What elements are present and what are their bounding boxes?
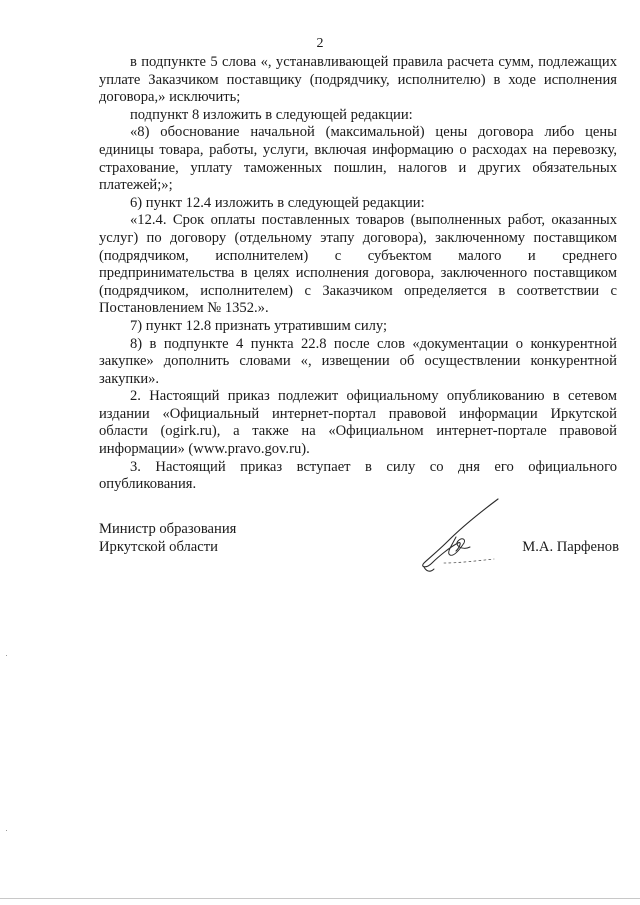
signature-stroke-tick — [424, 567, 434, 571]
handwritten-signature — [410, 497, 520, 577]
paragraph-subpoint-5: в подпункте 5 слова «, устанавливающей правила расчета сумм, подлежащих уплате Заказчиком поставщику (подрядчику, исполнителю) в ходе исполнения договора,» исключить; — [99, 54, 617, 106]
signer-name: М.А. Парфенов — [522, 538, 619, 555]
paragraph-item-8: 8) в подпункте 4 пункта 22.8 после слов «документации о конкурентной закупке» дополнить словами «, извещении об осуществлении конкурентной закупки». — [99, 335, 617, 387]
signer-title-line-1: Министр образования — [99, 521, 237, 537]
margin-mark-1 — [6, 655, 7, 656]
page-number: 2 — [316, 36, 324, 51]
paragraph-item-6: 6) пункт 12.4 изложить в следующей редакции: — [130, 194, 425, 211]
paragraph-subpoint-8-text: «8) обоснование начальной (максимальной) цены договора либо цены единицы товара, работы, услуги, включая информацию о расходах на перевозку, страхование, уплату таможенных пошлин, налогов и других обязательных платежей;»; — [99, 124, 617, 194]
signature-stroke-main — [423, 499, 498, 567]
page-bottom-edge — [0, 898, 640, 899]
document-body — [99, 54, 617, 494]
paragraph-section-2: 2. Настоящий приказ подлежит официальному опубликованию в сетевом издании «Официальный интернет-портал правовой информации Иркутской области (ogirk.ru), а также на «Официальном интернет-портале правовой информации» (www.pravo.gov.ru). — [99, 388, 617, 458]
paragraph-item-12-4-text: «12.4. Срок оплаты поставленных товаров (выполненных работ, оказанных услуг) по договору (отдельному этапу договора), заключенному поставщиком (подрядчиком, исполнителем) с субъектом малого и среднего предпринимательства в целях исполнения договора, заключенного поставщиком (подрядчиком, исполнителем) с Заказчиком определяется в соответствии с Постановлением № 1352.». — [99, 212, 617, 317]
signature-block — [99, 521, 619, 601]
signer-title-line-2: Иркутской области — [99, 538, 218, 555]
margin-mark-2 — [6, 830, 7, 831]
paragraph-section-3: 3. Настоящий приказ вступает в силу со дня его официального опубликования. — [99, 458, 617, 493]
paragraph-item-7: 7) пункт 12.8 признать утратившим силу; — [130, 317, 388, 334]
signer-title — [99, 521, 236, 556]
paragraph-subpoint-8-intro: подпункт 8 изложить в следующей редакции: — [130, 106, 413, 123]
signature-stroke-tail — [444, 559, 494, 563]
